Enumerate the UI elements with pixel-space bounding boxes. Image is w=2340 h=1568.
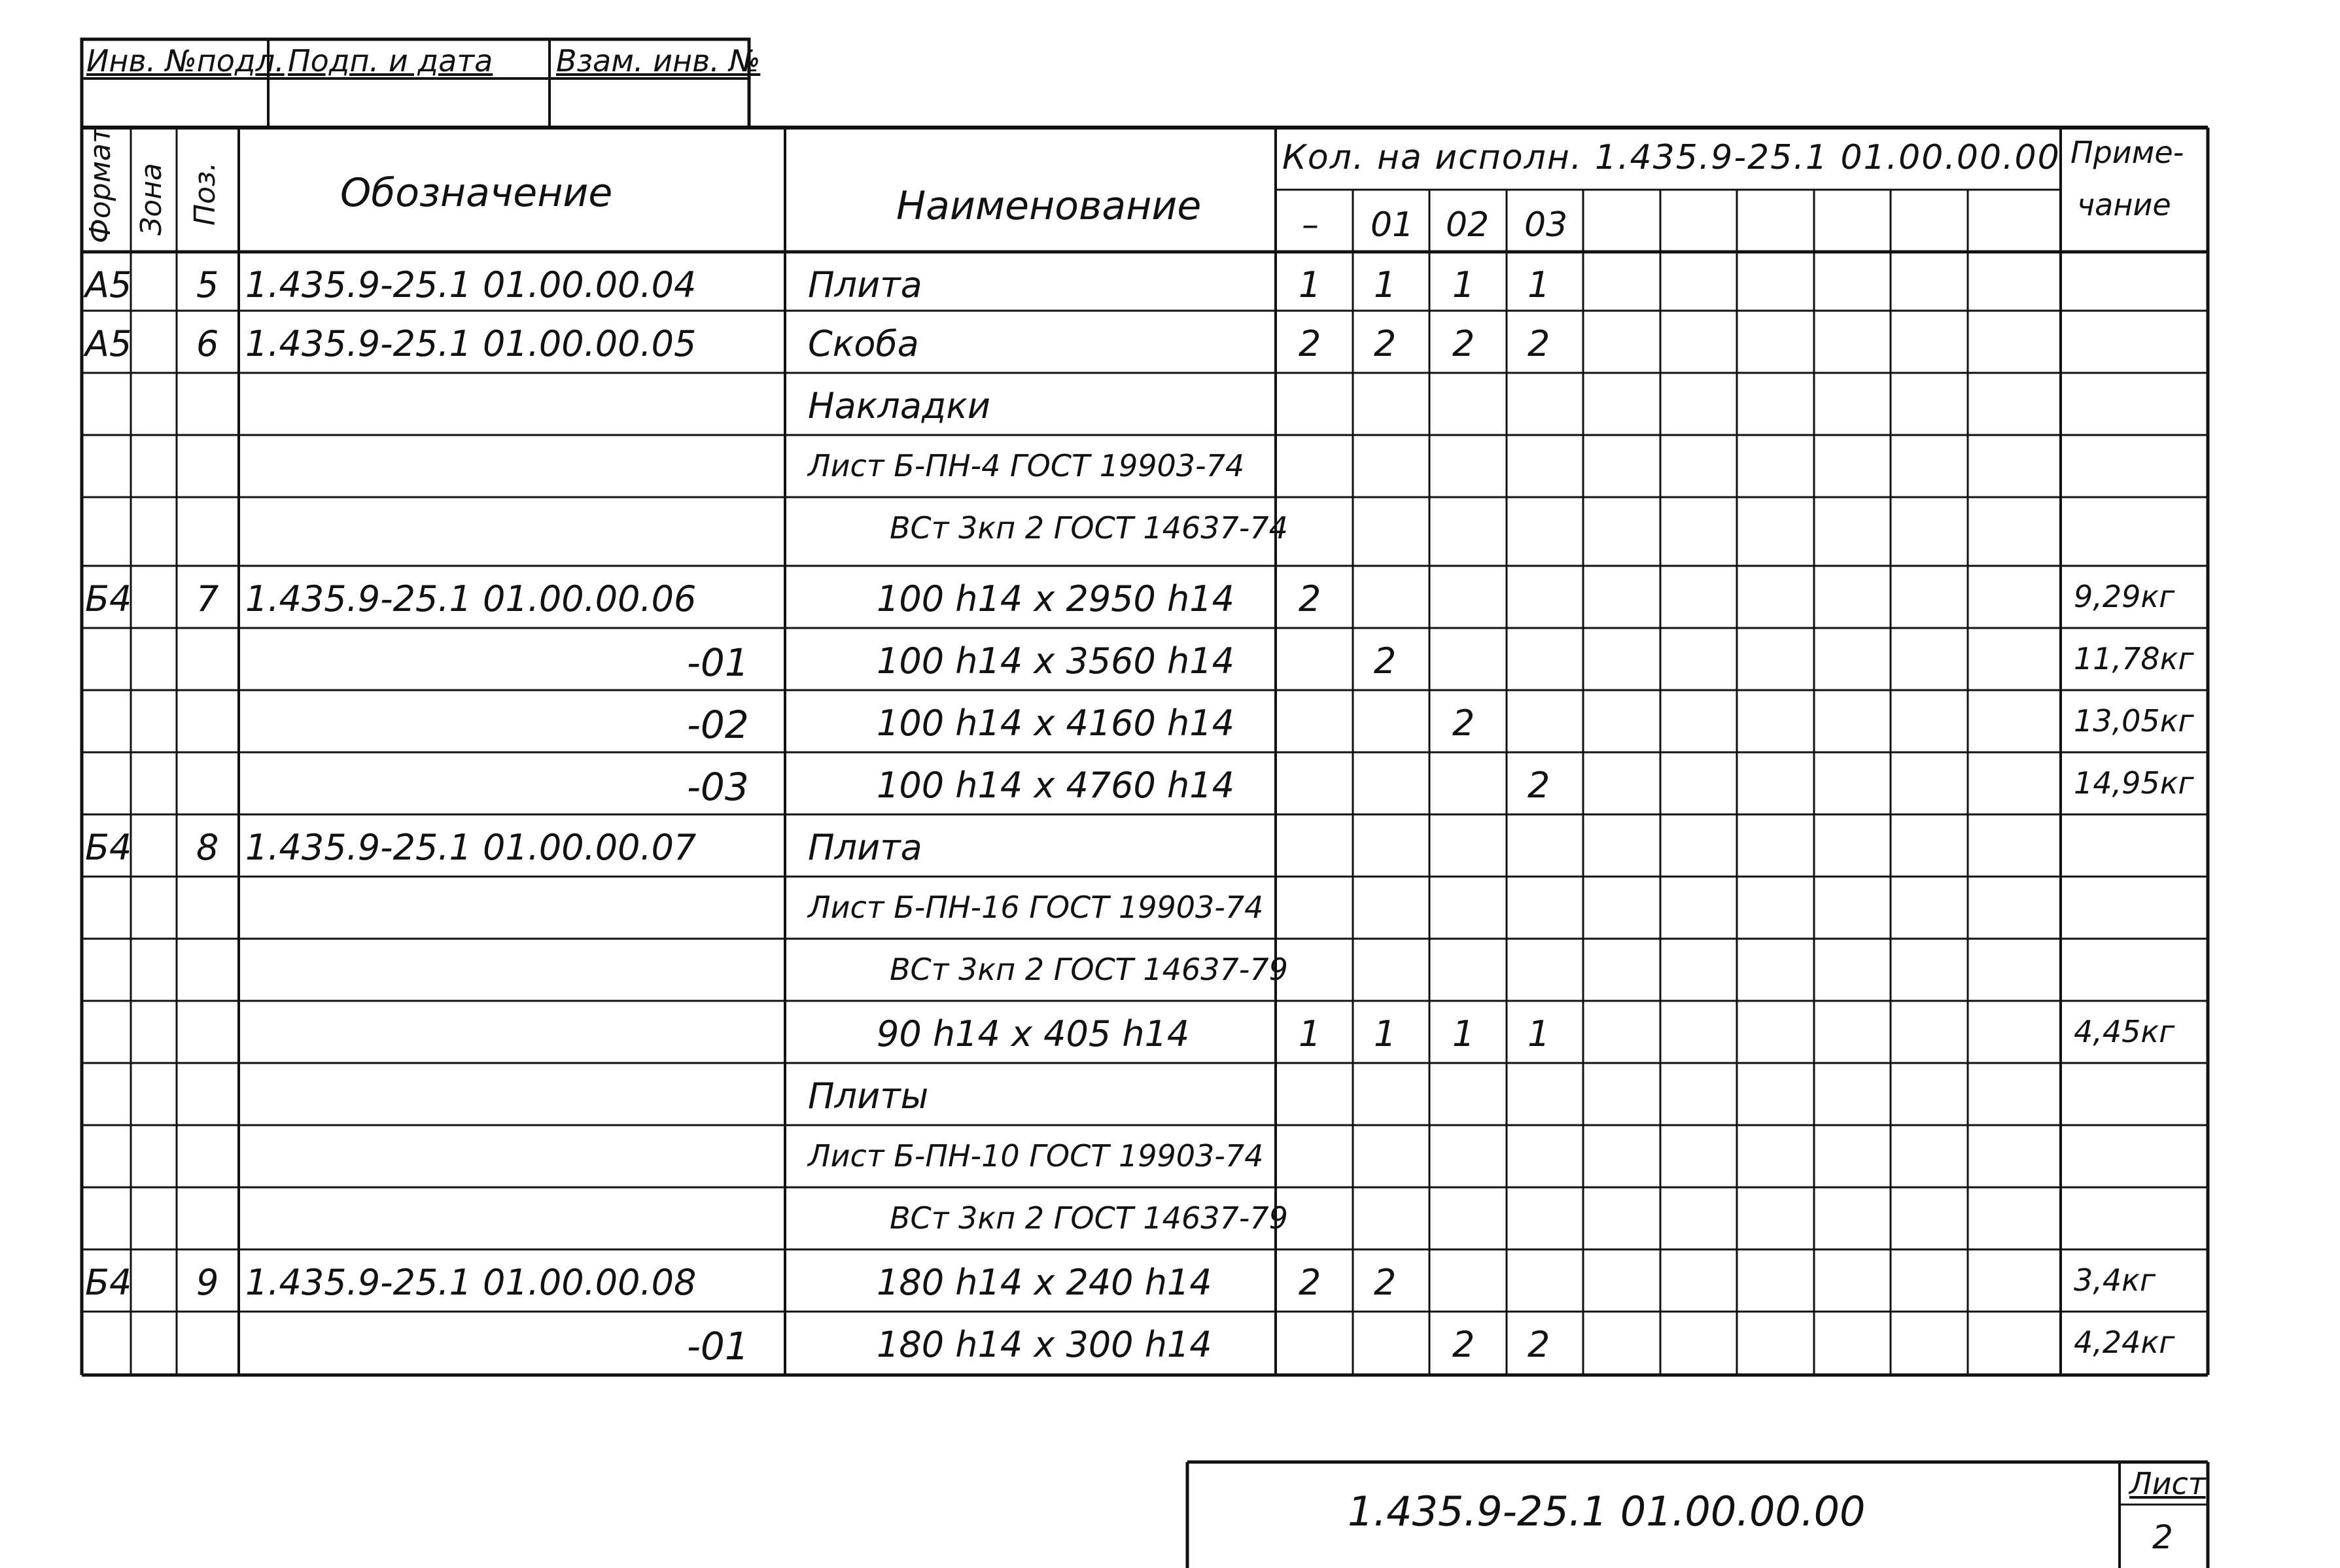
row-poz: 5 — [196, 264, 219, 305]
row-qty-1: 1 — [1374, 1013, 1397, 1054]
naimenovanie-header: Наименование — [896, 183, 1202, 229]
row-qty-1: 2 — [1374, 1262, 1397, 1303]
row-note: 4,45кг — [2074, 1014, 2175, 1049]
row-note: 9,29кг — [2074, 579, 2175, 614]
inv-no-podl-label: Инв. №подл. — [86, 43, 285, 78]
row-note: 13,05кг — [2074, 703, 2194, 739]
footer-designation: 1.435.9-25.1 01.00.00.00 — [1348, 1488, 1866, 1535]
podp-i-data-label: Подп. и дата — [288, 43, 493, 78]
row-oboznachenie: 1.435.9-25.1 01.00.00.05 — [245, 323, 697, 364]
row-naimenovanie: ВСт 3кп 2 ГОСТ 14637-79 — [890, 952, 1288, 987]
row-poz: 7 — [196, 578, 219, 619]
row-oboznachenie: -01 — [687, 640, 749, 685]
row-note: 3,4кг — [2074, 1263, 2156, 1298]
row-poz: 9 — [196, 1262, 219, 1303]
row-oboznachenie: 1.435.9-25.1 01.00.00.06 — [245, 578, 697, 619]
row-qty-3: 1 — [1528, 1013, 1550, 1054]
row-naimenovanie: Лист Б-ПН-10 ГОСТ 19903-74 — [808, 1138, 1264, 1174]
row-qty-2: 2 — [1452, 703, 1475, 744]
vzam-inv-no-label: Взам. инв. № — [556, 43, 761, 78]
row-oboznachenie: -02 — [687, 703, 749, 747]
row-format: Б4 — [85, 1262, 132, 1303]
row-naimenovanie: 90 h14 x 405 h14 — [877, 1013, 1190, 1054]
row-naimenovanie: Плита — [808, 264, 922, 305]
row-oboznachenie: 1.435.9-25.1 01.00.00.08 — [245, 1262, 697, 1303]
row-naimenovanie: Плита — [808, 827, 922, 868]
list-label: Лист — [2129, 1466, 2206, 1501]
row-oboznachenie: 1.435.9-25.1 01.00.00.07 — [245, 827, 697, 868]
row-format: Б4 — [85, 827, 132, 868]
poz-header: Поз. — [188, 162, 222, 226]
oboznachenie-header: Обозначение — [340, 170, 613, 216]
row-qty-0: 2 — [1299, 1262, 1321, 1303]
row-qty-1: 2 — [1374, 323, 1397, 364]
row-naimenovanie: Лист Б-ПН-4 ГОСТ 19903-74 — [808, 448, 1245, 483]
row-naimenovanie: 100 h14 x 3560 h14 — [877, 640, 1234, 682]
row-qty-2: 2 — [1452, 323, 1475, 364]
row-oboznachenie: -03 — [687, 765, 749, 809]
row-naimenovanie: Накладки — [808, 385, 990, 427]
list-number: 2 — [2152, 1518, 2173, 1556]
primechanie-header-1: Приме- — [2070, 135, 2184, 170]
row-qty-2: 1 — [1452, 264, 1475, 305]
row-naimenovanie: Скоба — [808, 323, 919, 364]
row-note: 11,78кг — [2074, 641, 2194, 676]
row-oboznachenie: -01 — [687, 1324, 749, 1368]
row-naimenovanie: 100 h14 x 4160 h14 — [877, 703, 1234, 744]
row-qty-3: 2 — [1528, 1324, 1550, 1365]
row-naimenovanie: ВСт 3кп 2 ГОСТ 14637-79 — [890, 1200, 1288, 1236]
row-qty-0: 1 — [1299, 264, 1321, 305]
row-naimenovanie: ВСт 3кп 2 ГОСТ 14637-74 — [890, 510, 1288, 546]
row-format: А5 — [85, 323, 132, 364]
row-poz: 6 — [196, 323, 219, 364]
row-qty-0: 2 — [1299, 578, 1321, 619]
row-format: Б4 — [85, 578, 132, 619]
row-note: 4,24кг — [2074, 1325, 2175, 1360]
kol-na-ispoln-header: Кол. на исполн. 1.435.9-25.1 01.00.00.00 — [1282, 138, 2061, 177]
row-qty-0: 1 — [1299, 1013, 1321, 1054]
row-qty-3: 1 — [1528, 264, 1550, 305]
variant-header-02: 02 — [1446, 205, 1490, 245]
variant-header-01: 01 — [1371, 205, 1414, 245]
format-header: Формат — [84, 126, 117, 243]
row-naimenovanie: Лист Б-ПН-16 ГОСТ 19903-74 — [808, 890, 1264, 925]
row-naimenovanie: 100 h14 x 4760 h14 — [877, 765, 1234, 806]
variant-header-base: – — [1302, 205, 1319, 245]
row-poz: 8 — [196, 827, 219, 868]
row-qty-2: 2 — [1452, 1324, 1475, 1365]
row-qty-1: 2 — [1374, 640, 1397, 682]
row-naimenovanie: 100 h14 x 2950 h14 — [877, 578, 1234, 619]
variant-header-03: 03 — [1524, 205, 1568, 245]
row-naimenovanie: Плиты — [808, 1075, 929, 1117]
row-note: 14,95кг — [2074, 765, 2194, 801]
row-qty-2: 1 — [1452, 1013, 1475, 1054]
row-format: А5 — [85, 264, 132, 305]
row-qty-0: 2 — [1299, 323, 1321, 364]
row-qty-3: 2 — [1528, 765, 1550, 806]
row-qty-3: 2 — [1528, 323, 1550, 364]
zona-header: Зона — [135, 163, 168, 235]
primechanie-header-2: чание — [2077, 187, 2171, 222]
row-qty-1: 1 — [1374, 264, 1397, 305]
row-oboznachenie: 1.435.9-25.1 01.00.00.04 — [245, 264, 697, 305]
row-naimenovanie: 180 h14 x 300 h14 — [877, 1324, 1212, 1365]
row-naimenovanie: 180 h14 x 240 h14 — [877, 1262, 1212, 1303]
